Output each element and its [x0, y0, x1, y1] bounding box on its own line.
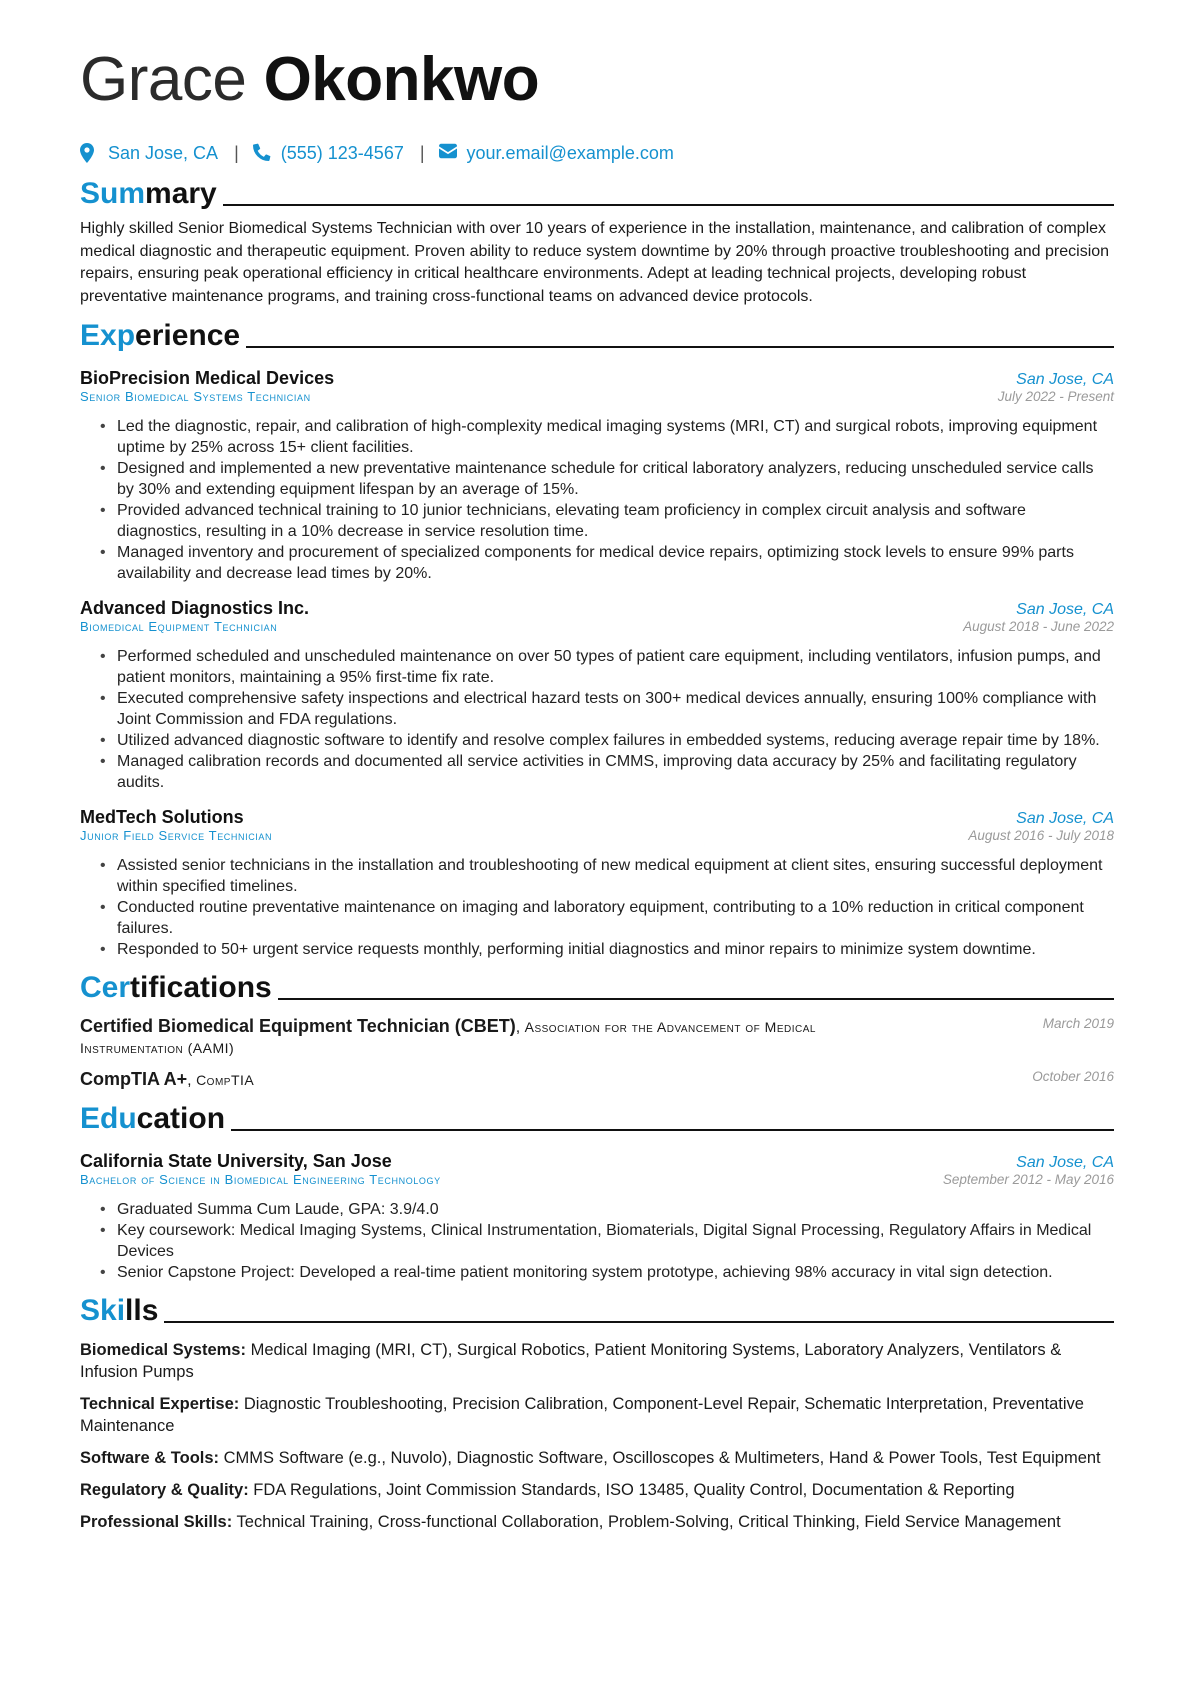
organization-name: MedTech Solutions [80, 807, 244, 827]
envelope-icon [439, 143, 457, 163]
entry-subheader-row [80, 828, 1114, 843]
organization-name: Advanced Diagnostics Inc. [80, 598, 310, 618]
bullet-item: • Provided advanced technical training to 10 junior technicians, elevating team proficiency in complex circuit analysis and software diagnostics, resulting in a 10% decrease in service resolution time. [100, 500, 1114, 542]
entry-dates: August 2016 - July 2018 [968, 828, 1114, 843]
certification-text: CompTIA A+, CompTIA [80, 1069, 255, 1089]
contact-location [80, 143, 218, 164]
skill-values: Medical Imaging (MRI, CT), Surgical Robotics, Patient Monitoring Systems, Laboratory Analyzers, Ventilators & Infusion Pumps [80, 1341, 1062, 1381]
phone-icon [253, 143, 271, 163]
bullet-item: • Graduated Summa Cum Laude, GPA: 3.9/4.0 [100, 1199, 1114, 1220]
first-name: Grace [80, 45, 247, 114]
skill-row [80, 1339, 1114, 1383]
entry-subheader-row [80, 619, 1114, 634]
section-header-summary [80, 176, 1114, 212]
section-title-certifications: Certifications [80, 971, 272, 1004]
candidate-name [80, 38, 1114, 122]
skills-list [80, 1339, 1114, 1533]
map-pin-icon [80, 143, 98, 163]
section-header-education [80, 1101, 1114, 1137]
experience-entry [80, 807, 1114, 960]
bullet-list [80, 646, 1114, 793]
contact-bar [80, 140, 1114, 166]
section-header-skills [80, 1293, 1114, 1329]
bullet-list [80, 855, 1114, 960]
entry-location: San Jose, CA [1016, 1154, 1114, 1171]
experience-entry [80, 368, 1114, 584]
bullet-item: • Designed and implemented a new preventative maintenance schedule for critical laboratory analyzers, reducing unscheduled service calls by 30% and extending equipment lifespan by an average of 15%. [100, 458, 1114, 500]
section-rule [278, 998, 1114, 1000]
organization-name: BioPrecision Medical Devices [80, 368, 335, 388]
experience-entry [80, 598, 1114, 793]
skill-values: FDA Regulations, Joint Commission Standards, ISO 13485, Quality Control, Documentation & Reporting [253, 1481, 1015, 1499]
certification-name: Certified Biomedical Equipment Technician (CBET) [80, 1016, 516, 1036]
entry-subheader-row [80, 389, 1114, 404]
skill-values: Technical Training, Cross-functional Collaboration, Problem-Solving, Critical Thinking, Field Service Management [236, 1513, 1061, 1531]
bullet-list [80, 416, 1114, 584]
location-text: San Jose, CA [108, 142, 219, 163]
skill-values: CMMS Software (e.g., Nuvolo), Diagnostic Software, Oscilloscopes & Multimeters, Hand & Power Tools, Test Equipment [223, 1449, 1101, 1467]
skill-category: Professional Skills: [80, 1513, 233, 1531]
certification-item [80, 1069, 1114, 1091]
entry-location: San Jose, CA [1016, 371, 1114, 388]
email-text: your.email@example.com [466, 142, 674, 163]
skill-category: Biomedical Systems: [80, 1341, 246, 1359]
section-title-skills: Skills [80, 1294, 159, 1327]
skill-values: Diagnostic Troubleshooting, Precision Calibration, Component-Level Repair, Schematic Interpretation, Preventative Maintenance [80, 1395, 1084, 1435]
entry-dates: July 2022 - Present [997, 389, 1114, 404]
bullet-item: • Managed calibration records and documented all service activities in CMMS, improving data accuracy by 25% and facilitating regulatory audits. [100, 751, 1114, 793]
contact-phone[interactable] [253, 143, 404, 164]
section-rule [231, 1129, 1114, 1131]
bullet-item: • Responded to 50+ urgent service requests monthly, performing initial diagnostics and minor repairs to minimize system downtime. [100, 939, 1114, 960]
bullet-item: • Led the diagnostic, repair, and calibration of high-complexity medical imaging systems (MRI, CT) and surgical robots, improving equipment uptime by 25% across 15+ client facilities. [100, 416, 1114, 458]
phone-text: (555) 123-4567 [280, 142, 404, 163]
summary-text: Highly skilled Senior Biomedical Systems Technician with over 10 years of experience in the installation, maintenance, and calibration of complex medical diagnostic and therapeutic equipment. Proven ability to reduce system downtime by 20% through proactive troubleshooting and precision repairs, ensuring peak operational efficiency in critical healthcare environments. Adept at leading technical projects, developing robust preventative maintenance programs, and training cross-functional teams on advanced device protocols. [80, 220, 1110, 305]
role-title: Bachelor of Science in Biomedical Engineering Technology [80, 1172, 441, 1187]
organization-name: California State University, San Jose [80, 1151, 392, 1171]
certification-date: October 2016 [1032, 1069, 1114, 1084]
skill-row [80, 1393, 1114, 1437]
skill-category: Software & Tools: [80, 1449, 220, 1467]
skill-row [80, 1511, 1114, 1533]
certification-text: Certified Biomedical Equipment Technician (CBET), Association for the Advancement of Medical Instrumentation (AAMI) [80, 1016, 816, 1056]
role-title: Biomedical Equipment Technician [80, 619, 278, 634]
entry-header-row [80, 807, 1114, 828]
entry-location: San Jose, CA [1016, 810, 1114, 827]
entry-dates: August 2018 - June 2022 [963, 619, 1114, 634]
last-name: Okonkwo [263, 45, 540, 114]
certification-name: CompTIA A+ [80, 1069, 188, 1089]
bullet-item: • Executed comprehensive safety inspections and electrical hazard tests on 300+ medical devices annually, ensuring 100% compliance with Joint Commission and FDA regulations. [100, 688, 1114, 730]
entry-header-row [80, 368, 1114, 389]
certification-date: March 2019 [1042, 1016, 1114, 1031]
entry-header-row [80, 598, 1114, 619]
bullet-item: • Key coursework: Medical Imaging Systems, Clinical Instrumentation, Biomaterials, Digital Signal Processing, Regulatory Affairs in Medical Devices [100, 1220, 1114, 1262]
role-title: Junior Field Service Technician [80, 828, 273, 843]
section-title-summary: Summary [80, 177, 217, 210]
entry-subheader-row [80, 1172, 1114, 1187]
role-title: Senior Biomedical Systems Technician [80, 389, 311, 404]
certification-issuer: CompTIA [196, 1072, 255, 1088]
bullet-item: • Senior Capstone Project: Developed a real-time patient monitoring system prototype, achieving 98% accuracy in vital sign detection. [100, 1262, 1114, 1283]
section-rule [246, 346, 1114, 348]
section-title-education: Education [80, 1102, 226, 1135]
section-title-experience: Experience [80, 319, 241, 352]
education-list [80, 1151, 1114, 1283]
certification-item [80, 1016, 1114, 1059]
certification-list [80, 1016, 1114, 1091]
bullet-item: • Managed inventory and procurement of specialized components for medical device repairs, optimizing stock levels to ensure 99% parts availability and decrease lead times by 20%. [100, 542, 1114, 584]
entry-header-row [80, 1151, 1114, 1172]
skill-category: Technical Expertise: [80, 1395, 240, 1413]
section-header-certifications [80, 970, 1114, 1006]
bullet-item: • Assisted senior technicians in the installation and troubleshooting of new medical equipment at client sites, ensuring successful deployment within specified timelines. [100, 855, 1114, 897]
contact-separator: | [419, 142, 425, 163]
section-header-experience [80, 318, 1114, 354]
skill-row [80, 1447, 1114, 1469]
contact-email[interactable] [439, 143, 674, 164]
certification-issuer: Association for the Advancement of Medical Instrumentation (AAMI) [80, 1019, 816, 1056]
bullet-item: • Conducted routine preventative maintenance on imaging and laboratory equipment, contributing to a 10% reduction in critical component failures. [100, 897, 1114, 939]
entry-location: San Jose, CA [1016, 601, 1114, 618]
entry-dates: September 2012 - May 2016 [942, 1172, 1114, 1187]
bullet-item: • Performed scheduled and unscheduled maintenance on over 50 types of patient care equipment, including ventilators, infusion pumps, and patient monitors, maintaining a 95% first-time fix rate. [100, 646, 1114, 688]
experience-list [80, 368, 1114, 960]
section-rule [164, 1321, 1114, 1323]
skill-row [80, 1479, 1114, 1501]
bullet-item: • Utilized advanced diagnostic software to identify and resolve complex failures in embedded systems, reducing average repair time by 18%. [100, 730, 1114, 751]
section-rule [223, 204, 1114, 206]
bullet-list [80, 1199, 1114, 1283]
education-entry [80, 1151, 1114, 1283]
skill-category: Regulatory & Quality: [80, 1481, 249, 1499]
contact-separator: | [234, 142, 239, 163]
